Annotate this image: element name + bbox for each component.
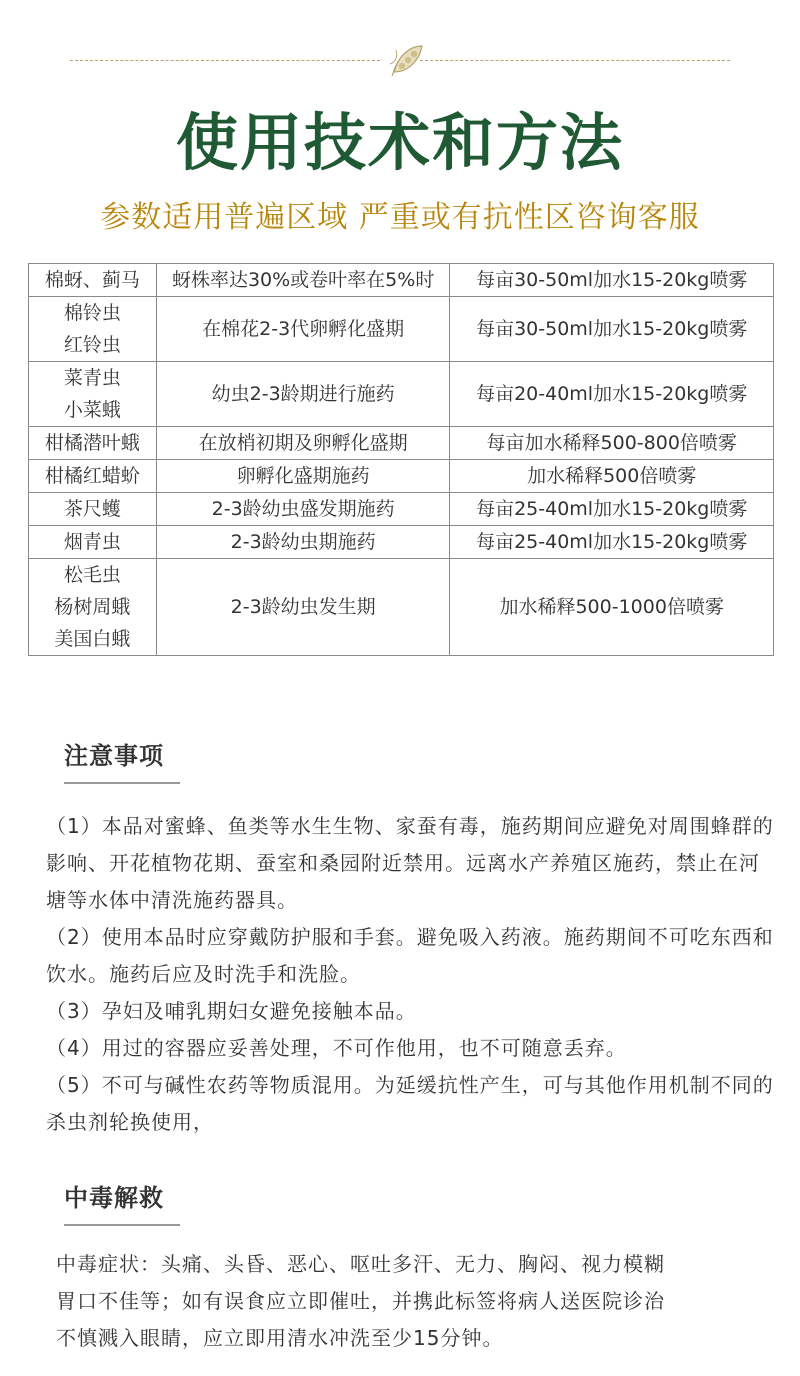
pest-cell <box>29 460 157 493</box>
note-item: （5）不可与碱性农药等物质混用。为延缓抗性产生，可与其他作用机制不同的杀虫剂轮换使用， <box>46 1073 774 1134</box>
notes-heading-block <box>64 738 180 784</box>
page-title: 使用技术和方法 <box>175 106 624 179</box>
pest-name: 菜青虫 <box>63 367 121 389</box>
page-subtitle: 参数适用普遍区域 严重或有抗性区咨询客服 <box>100 200 700 235</box>
pest-name: 美国白蛾 <box>54 628 131 650</box>
dosage-cell: 每亩加水稀释500-800倍喷雾 <box>450 427 774 460</box>
pest-name: 烟青虫 <box>63 531 121 553</box>
note-item: （3）孕妇及哺乳期妇女避免接触本品。 <box>46 999 417 1023</box>
timing-cell: 在放梢初期及卵孵化盛期 <box>156 427 450 460</box>
decor-line-left <box>70 60 380 61</box>
table-row <box>29 526 774 559</box>
pest-cell <box>29 427 157 460</box>
pest-name: 棉蚜、蓟马 <box>44 269 140 291</box>
pest-cell <box>29 297 157 362</box>
notes-list <box>46 808 776 1141</box>
timing-cell: 2-3龄幼虫期施药 <box>156 526 450 559</box>
dosage-cell: 每亩30-50ml加水15-20kg喷雾 <box>450 264 774 297</box>
timing-cell: 2-3龄幼虫盛发期施药 <box>156 493 450 526</box>
top-ornament <box>70 40 730 80</box>
table-row <box>29 362 774 427</box>
dosage-cell: 每亩25-40ml加水15-20kg喷雾 <box>450 526 774 559</box>
pest-name: 茶尺蠖 <box>63 498 121 520</box>
note-item: （2）使用本品时应穿戴防护服和手套。避免吸入药液。施药期间不可吃东西和饮水。施药后应及时洗手和洗脸。 <box>46 925 774 986</box>
table-row <box>29 297 774 362</box>
rescue-heading: 中毒解救 <box>64 1184 164 1212</box>
dosage-cell: 加水稀释500倍喷雾 <box>450 460 774 493</box>
pest-name: 杨树周蛾 <box>54 596 131 618</box>
usage-table <box>28 263 774 656</box>
pest-name: 棉铃虫 <box>63 302 121 324</box>
rescue-heading-block <box>64 1180 180 1226</box>
dosage-cell: 每亩20-40ml加水15-20kg喷雾 <box>450 362 774 427</box>
note-item: （4）用过的容器应妥善处理，不可作他用，也不可随意丢弃。 <box>46 1036 627 1060</box>
notes-heading: 注意事项 <box>64 742 164 770</box>
dosage-cell: 每亩30-50ml加水15-20kg喷雾 <box>450 297 774 362</box>
note-item: （1）本品对蜜蜂、鱼类等水生生物、家蚕有毒，施药期间应避免对周围蜂群的影响、开花植物花期、蚕室和桑园附近禁用。远离水产养殖区施药，禁止在河塘等水体中清洗施药器具。 <box>46 814 774 912</box>
timing-cell: 蚜株率达30%或卷叶率在5%时 <box>156 264 450 297</box>
pest-name: 柑橘红蜡蚧 <box>44 465 140 487</box>
pest-cell <box>29 559 157 656</box>
table-row <box>29 427 774 460</box>
pest-name: 红铃虫 <box>63 334 121 356</box>
rescue-line: 胃口不佳等；如有误食应立即催吐，并携此标签将病人送医院诊治 <box>56 1289 665 1313</box>
rescue-line: 中毒症状：头痛、头昏、恶心、呕吐多汗、无力、胸闷、视力模糊 <box>56 1252 665 1276</box>
table-row <box>29 264 774 297</box>
notes-heading-underline <box>64 782 180 784</box>
timing-cell: 幼虫2-3龄期进行施药 <box>156 362 450 427</box>
timing-cell: 在棉花2-3代卵孵化盛期 <box>156 297 450 362</box>
rescue-text <box>56 1246 776 1357</box>
pest-cell <box>29 362 157 427</box>
dosage-cell: 每亩25-40ml加水15-20kg喷雾 <box>450 493 774 526</box>
rescue-heading-underline <box>64 1224 180 1226</box>
pest-name: 小菜蛾 <box>63 399 121 421</box>
timing-cell: 2-3龄幼虫发生期 <box>156 559 450 656</box>
table-row <box>29 460 774 493</box>
timing-cell: 卵孵化盛期施药 <box>156 460 450 493</box>
pest-name: 松毛虫 <box>63 564 121 586</box>
dosage-cell: 加水稀释500-1000倍喷雾 <box>450 559 774 656</box>
pest-cell <box>29 264 157 297</box>
pest-cell <box>29 493 157 526</box>
pest-cell <box>29 526 157 559</box>
decor-line-right <box>420 60 730 61</box>
table-row <box>29 493 774 526</box>
table-row <box>29 559 774 656</box>
pest-name: 柑橘潜叶蛾 <box>44 432 140 454</box>
rescue-line: 不慎溅入眼睛，应立即用清水冲洗至少15分钟。 <box>56 1326 504 1350</box>
